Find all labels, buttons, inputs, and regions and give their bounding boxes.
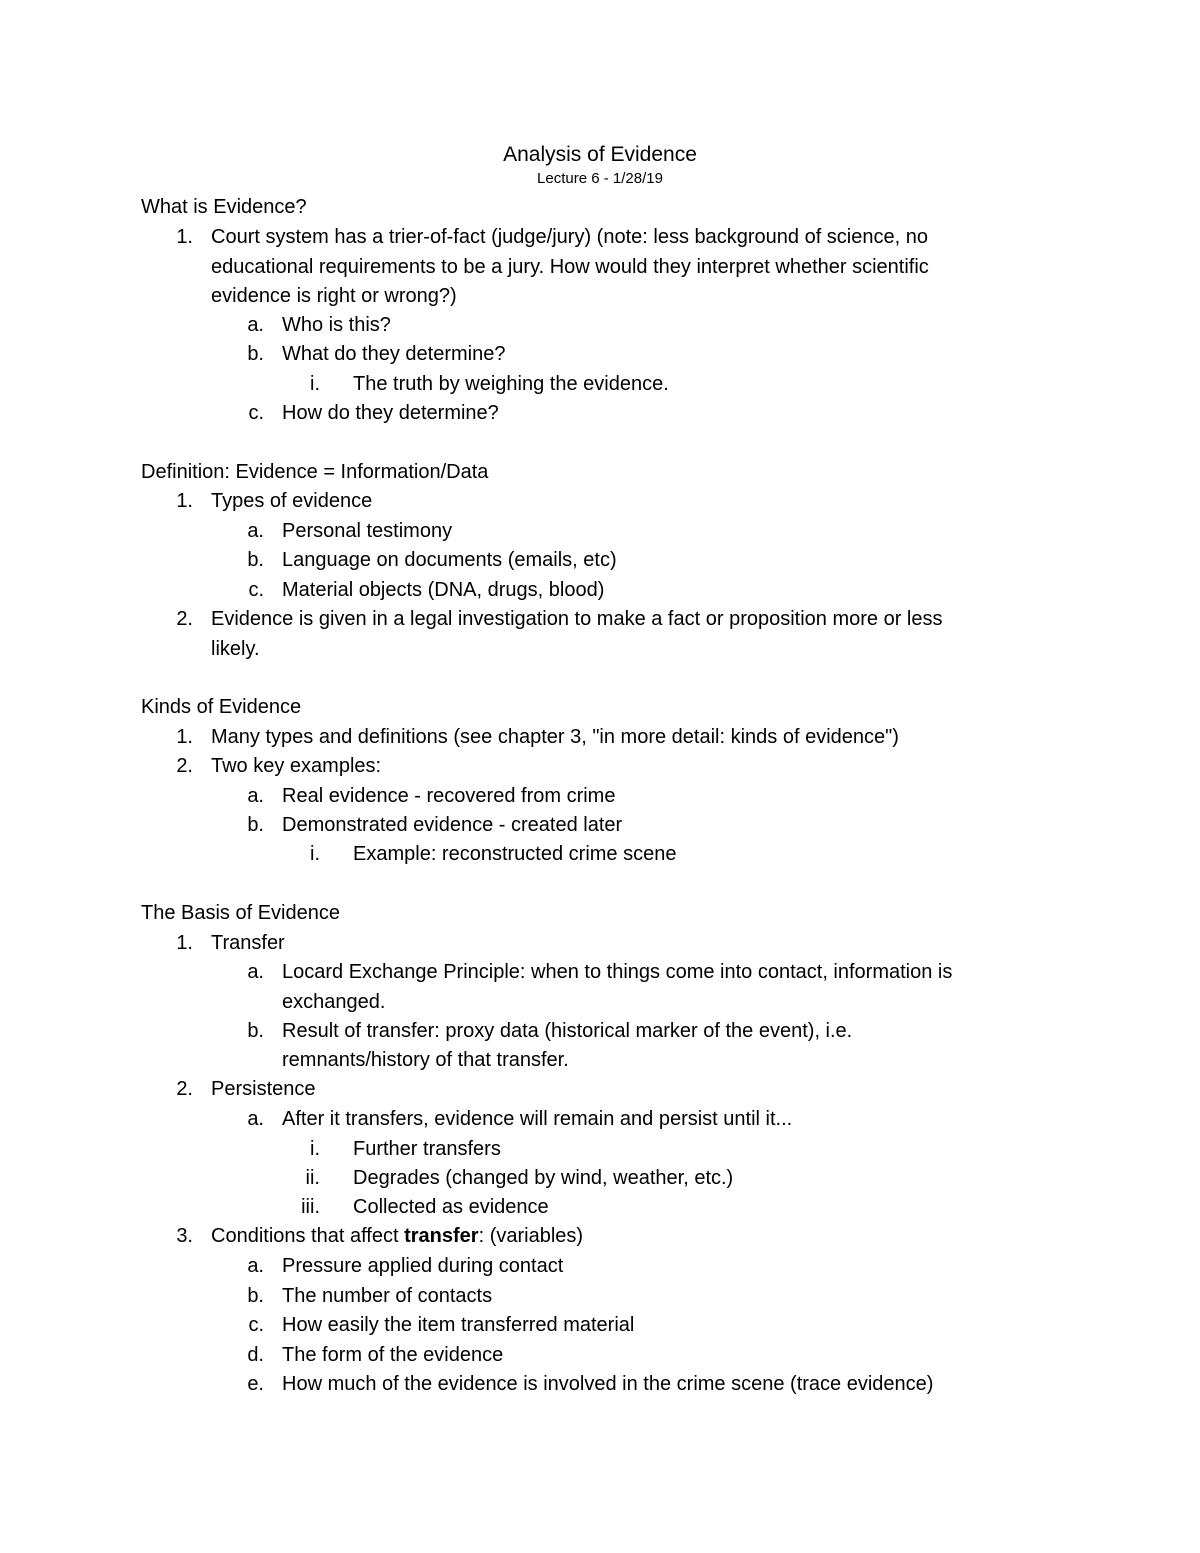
list-item-text: exchanged. [282, 991, 386, 1013]
list-marker: 2. [176, 608, 193, 630]
list-marker: b. [247, 814, 264, 836]
text-fragment: : (variables) [478, 1225, 584, 1247]
list-item-text: Personal testimony [282, 520, 453, 542]
list-item-text: The number of contacts [282, 1285, 493, 1307]
list-item-text: Court system has a trier-of-fact (judge/jury) (note: less background of science, no [211, 226, 928, 248]
text-fragment: Conditions that affect [211, 1225, 405, 1247]
list-marker: e. [247, 1373, 264, 1395]
list-item-text: Who is this? [282, 314, 391, 336]
list-item-text: educational requirements to be a jury. How would they interpret whether scientific [211, 256, 929, 278]
section-heading: Definition: Evidence = Information/Data [141, 461, 489, 483]
list-item-text: Result of transfer: proxy data (historical marker of the event), i.e. [282, 1020, 853, 1042]
list-marker: c. [248, 1314, 264, 1336]
list-item-text: Pressure applied during contact [282, 1255, 564, 1277]
list-item-text: Example: reconstructed crime scene [353, 843, 677, 865]
list-item-text: How do they determine? [282, 402, 499, 424]
list-marker: b. [247, 1020, 264, 1042]
list-item-text: Language on documents (emails, etc) [282, 549, 617, 571]
list-item-text: Persistence [211, 1078, 316, 1100]
list-marker: a. [247, 1108, 264, 1130]
list-item-text: Locard Exchange Principle: when to things come into contact, information is [282, 961, 953, 983]
list-marker: i. [310, 373, 320, 395]
list-marker: 1. [176, 226, 193, 248]
list-item-text: Further transfers [353, 1138, 501, 1160]
bold-term: transfer [404, 1225, 479, 1247]
list-marker: iii. [301, 1196, 320, 1218]
list-marker: b. [247, 1285, 264, 1307]
list-marker: 2. [176, 1078, 193, 1100]
list-marker: b. [247, 343, 264, 365]
section-heading: The Basis of Evidence [141, 902, 340, 924]
list-item-text: Material objects (DNA, drugs, blood) [282, 579, 605, 601]
list-item-text: The form of the evidence [282, 1344, 504, 1366]
list-marker: 1. [176, 932, 193, 954]
list-item-text: Real evidence - recovered from crime [282, 785, 616, 807]
list-item-text: Two key examples: [211, 755, 382, 777]
list-item-text: Transfer [211, 932, 285, 954]
list-marker: b. [247, 549, 264, 571]
list-item-text: The truth by weighing the evidence. [353, 373, 669, 395]
list-marker: i. [310, 843, 320, 865]
list-item-text: Evidence is given in a legal investigation to make a fact or proposition more or less [211, 608, 943, 630]
list-item-text: How easily the item transferred material [282, 1314, 635, 1336]
list-marker: 1. [176, 490, 193, 512]
list-marker: 2. [176, 755, 193, 777]
list-marker: 3. [176, 1225, 193, 1247]
list-item-text: What do they determine? [282, 343, 506, 365]
list-item-text: Many types and definitions (see chapter 3, "in more detail: kinds of evidence") [211, 726, 899, 748]
list-marker: a. [247, 785, 264, 807]
list-marker: a. [247, 961, 264, 983]
list-item-text: Degrades (changed by wind, weather, etc.) [353, 1167, 734, 1189]
section-heading: What is Evidence? [141, 196, 307, 218]
list-item-text: Types of evidence [211, 490, 373, 512]
list-marker: i. [310, 1138, 320, 1160]
list-item-text: Collected as evidence [353, 1196, 549, 1218]
list-item-text: likely. [211, 638, 260, 660]
list-marker: 1. [176, 726, 193, 748]
list-item-text: Demonstrated evidence - created later [282, 814, 623, 836]
document-subtitle: Lecture 6 - 1/28/19 [537, 170, 663, 187]
list-marker: a. [247, 520, 264, 542]
list-marker: a. [247, 314, 264, 336]
list-marker: ii. [305, 1167, 320, 1189]
section-heading: Kinds of Evidence [141, 696, 302, 718]
list-item-text: evidence is right or wrong?) [211, 285, 457, 307]
list-marker: a. [247, 1255, 264, 1277]
list-item-text: How much of the evidence is involved in the crime scene (trace evidence) [282, 1373, 934, 1395]
list-marker: c. [248, 402, 264, 424]
list-marker: c. [248, 579, 264, 601]
list-item-text: After it transfers, evidence will remain and persist until it... [282, 1108, 793, 1130]
list-marker: d. [247, 1344, 264, 1366]
document-title: Analysis of Evidence [503, 143, 697, 166]
list-item-text: remnants/history of that transfer. [282, 1049, 569, 1071]
list-item-text [211, 1223, 583, 1249]
